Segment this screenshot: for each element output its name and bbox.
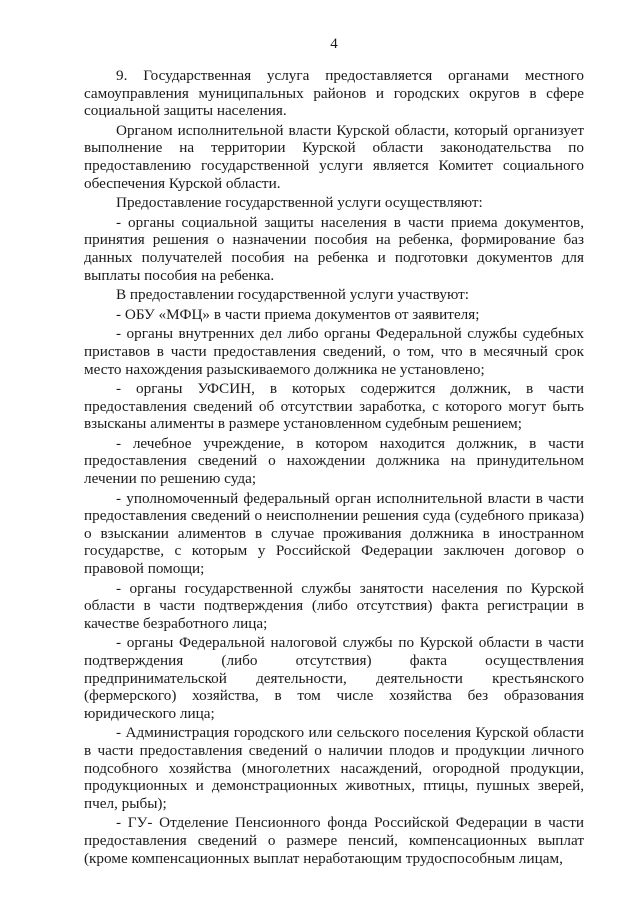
list-item-social-protection: - органы социальной защиты населения в части приема документов, принятия решения о назначении пособия на ребенка, формирование баз данных получателей пособия на ребенка и подготовки документов для выплаты пособия на ребенка. (84, 213, 584, 284)
paragraph-providers-heading: Предоставление государственной услуги осуществляют: (116, 194, 483, 212)
list-item-medical-institution: - лечебное учреждение, в котором находится должник, в части предоставления сведений о нахождении должника на принудительном лечении по решению суда; (84, 434, 584, 488)
list-item-administration: - Администрация городского или сельского поселения Курской области в части предоставления сведений о наличии плодов и продукции личного подсобного хозяйства (многолетних насаждений, огородной продукции, продукционных и демонстрационных животных, птицы, пушных зверей, пчел, рыбы); (84, 724, 584, 812)
list-item-mfc: - ОБУ «МФЦ» в части приема документов от заявителя; (116, 305, 480, 323)
page-number: 4 (330, 36, 338, 52)
list-item-federal-authority: - уполномоченный федеральный орган исполнительной власти в части предоставления сведений о неисполнении решения суда (судебного приказа) о взыскании алиментов в случае проживания должника в иностранном государстве, с которым у Российской Федерации заключен договор о правовой помощи; (84, 489, 584, 578)
list-item-internal-affairs: - органы внутренних дел либо органы Федеральной службы судебных приставов в части предоставления сведений, о том, что в месячный срок место нахождения разыскиваемого должника не установлено; (84, 325, 584, 378)
paragraph-item-9: 9. Государственная услуга предоставляется органами местного самоуправления муниципальных районов и городских округов в сфере социальной защиты населения. (84, 67, 584, 120)
paragraph-executive-authority: Органом исполнительной власти Курской области, который организует выполнение на территории Курской области законодательства по предоставлению государственной услуги является Комитет социального обеспечения Курской области. (84, 121, 584, 192)
list-item-pension-fund: - ГУ- Отделение Пенсионного фонда Российской Федерации в части предоставления сведений о размере пенсий, компенсационных выплат (кроме компенсационных выплат неработающим трудоспособным лицам, (84, 814, 584, 867)
paragraph-participants-heading: В предоставлении государственной услуги участвуют: (116, 286, 469, 304)
list-item-ufsin: - органы УФСИН, в которых содержится должник, в части предоставления сведений об отсутствии заработка, с которого могут быть взысканы алименты в размере установленном судебным решением; (84, 380, 584, 433)
document-body (84, 67, 584, 867)
list-item-tax-service: - органы Федеральной налоговой службы по Курской области в части подтверждения (либо отсутствия) факта осуществления предпринимательской деятельности, деятельности крестьянского (фермерского) хозяйства, в том числе хозяйства без образования юридического лица; (84, 634, 584, 722)
list-item-employment-service: - органы государственной службы занятости населения по Курской области в части подтверждения (либо отсутствия) факта регистрации в качестве безработного лица; (84, 579, 584, 632)
